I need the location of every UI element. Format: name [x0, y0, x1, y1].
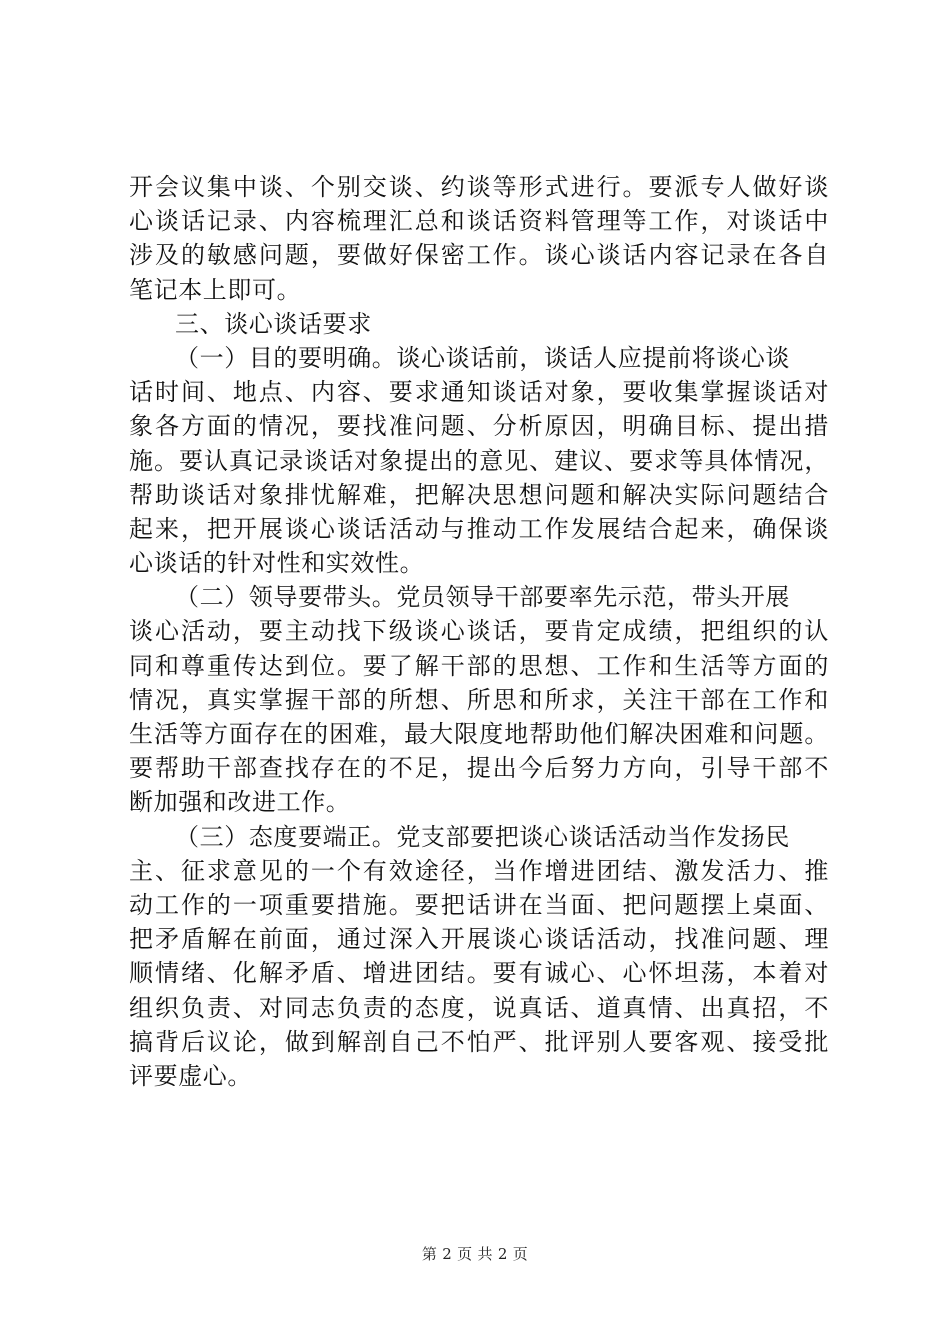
- text-line: 心谈话的针对性和实效性。: [129, 549, 425, 578]
- text-line: 把矛盾解在前面，通过深入开展谈心谈话活动，找准问题、理: [129, 925, 829, 954]
- text-line: 起来，把开展谈心谈话活动与推动工作发展结合起来，确保谈: [129, 514, 829, 543]
- document-body: [129, 170, 829, 1093]
- text-line: 组织负责、对同志负责的态度，说真话、道真情、出真招，不: [129, 993, 829, 1022]
- text-line: 情况，真实掌握干部的所想、所思和所求，关注干部在工作和: [129, 685, 829, 714]
- text-line: 笔记本上即可。: [129, 275, 302, 304]
- text-line: 评要虚心。: [129, 1061, 252, 1090]
- text-line: 象各方面的情况，要找准问题、分析原因，明确目标、提出措: [129, 412, 829, 441]
- paragraph-first-line: （三）态度要端正。党支部要把谈心谈话活动当作发扬民: [175, 822, 790, 851]
- text-line: 帮助谈话对象排忧解难，把解决思想问题和解决实际问题结合: [129, 480, 829, 509]
- text-line: 施。要认真记录谈话对象提出的意见、建议、要求等具体情况，: [129, 446, 829, 475]
- text-line: 开会议集中谈、个别交谈、约谈等形式进行。要派专人做好谈: [129, 173, 829, 201]
- text-line: 话时间、地点、内容、要求通知谈话对象，要收集掌握谈话对: [129, 378, 829, 407]
- text-line: 动工作的一项重要措施。要把话讲在当面、把问题摆上桌面、: [129, 890, 829, 919]
- text-line: 断加强和改进工作。: [129, 788, 351, 817]
- text-line: 谈心活动，要主动找下级谈心谈话，要肯定成绩，把组织的认: [129, 617, 829, 646]
- text-line: 同和尊重传达到位。要了解干部的思想、工作和生活等方面的: [129, 651, 829, 680]
- text-line: 要帮助干部查找存在的不足，提出今后努力方向，引导干部不: [129, 754, 829, 783]
- page-number-footer: 第 2 页 共 2 页: [421, 1245, 529, 1263]
- text-line: 主、征求意见的一个有效途径，当作增进团结、激发活力、推: [129, 856, 829, 885]
- text-line: 顺情绪、化解矛盾、增进团结。要有诚心、心怀坦荡，本着对: [129, 959, 829, 988]
- section-heading: 三、谈心谈话要求: [175, 309, 372, 338]
- paragraph-first-line: （一）目的要明确。谈心谈话前，谈话人应提前将谈心谈: [175, 343, 790, 372]
- paragraph-first-line: （二）领导要带头。党员领导干部要率先示范，带头开展: [175, 583, 790, 612]
- text-line: 搞背后议论，做到解剖自己不怕严、批评别人要客观、接受批: [129, 1027, 829, 1056]
- text-line: 生活等方面存在的困难，最大限度地帮助他们解决困难和问题。: [129, 720, 829, 748]
- text-line: 涉及的敏感问题，要做好保密工作。谈心谈话内容记录在各自: [129, 241, 829, 270]
- text-line: 心谈话记录、内容梳理汇总和谈话资料管理等工作，对谈话中: [129, 207, 829, 236]
